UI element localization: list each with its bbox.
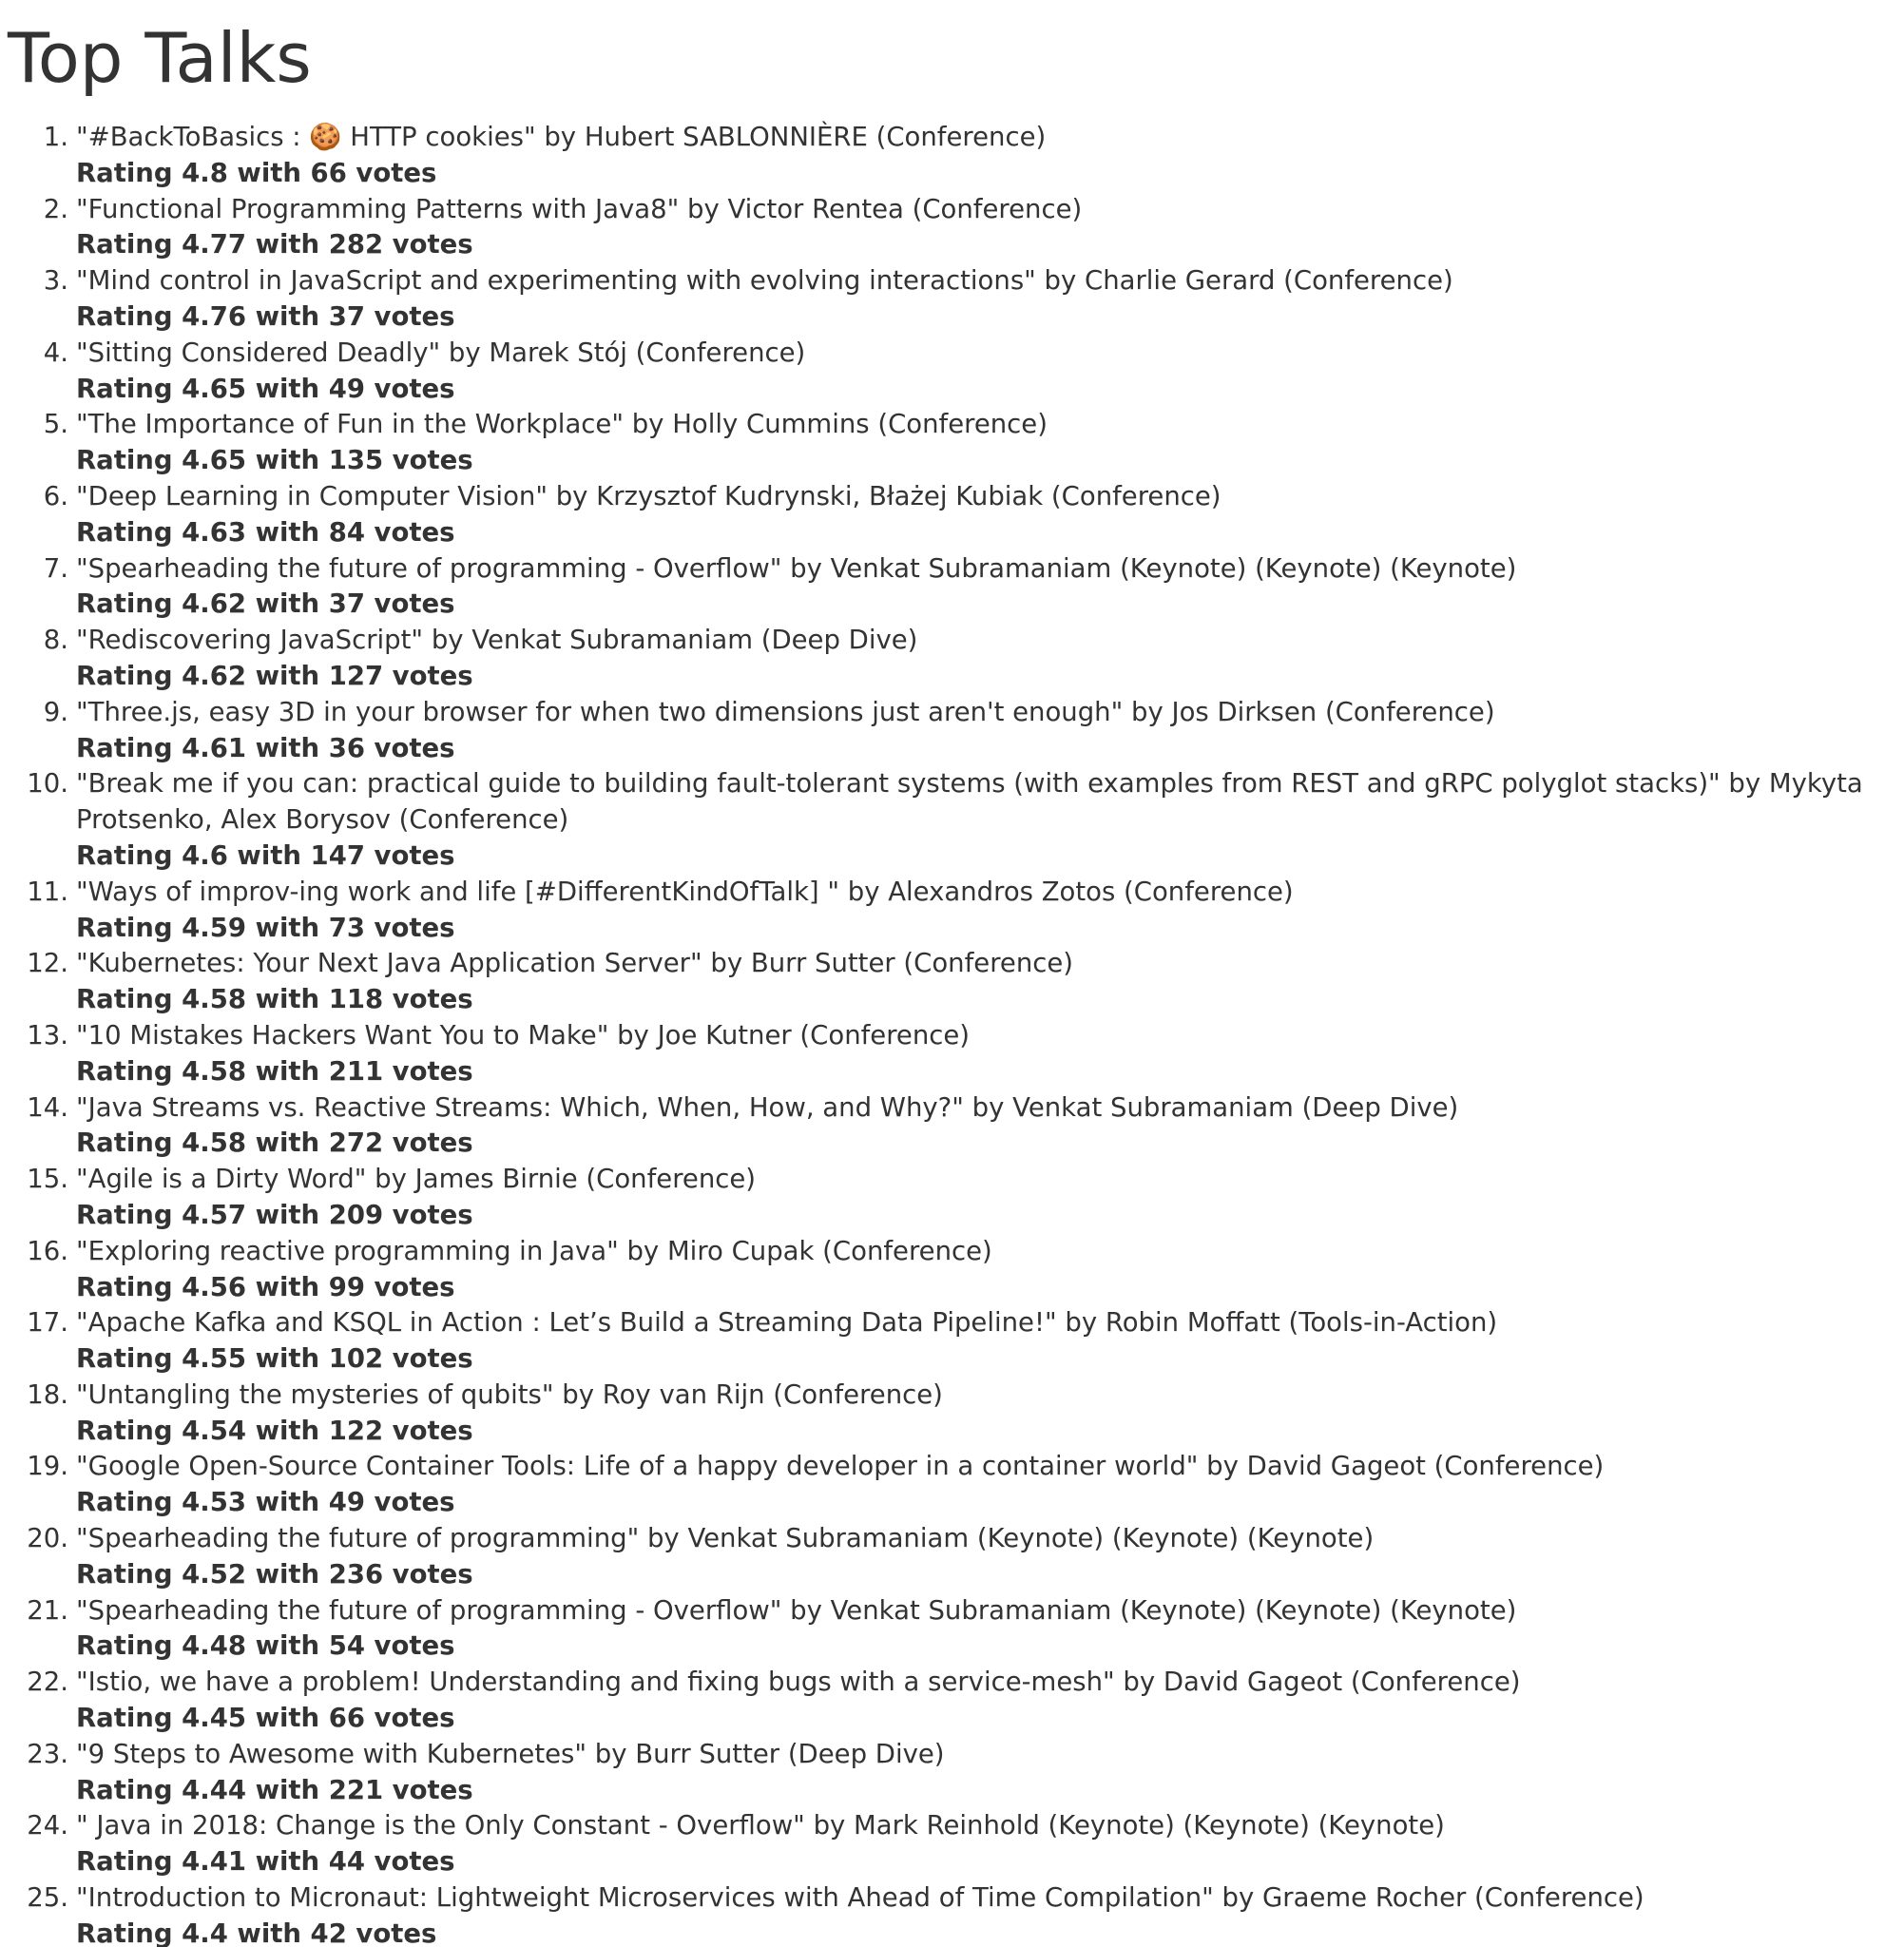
talk-title: "10 Mistakes Hackers Want You to Make" by Joe Kutner (Conference) (76, 1019, 971, 1051)
talk-rank: 18. (27, 1378, 68, 1410)
talk-title: "#BackToBasics : 🍪 HTTP cookies" by Hubert SABLONNIÈRE (Conference) (76, 122, 1047, 152)
talk-rank: 4. (43, 337, 68, 368)
talk-item (27, 1305, 1882, 1378)
talk-rating: Rating 4.55 with 102 votes (76, 1343, 473, 1375)
talk-rating: Rating 4.58 with 211 votes (76, 1055, 473, 1087)
talk-rank: 19. (27, 1451, 68, 1482)
talk-title: "Three.js, easy 3D in your browser for when two dimensions just aren't enough" by Jos Dirksen (Conference) (76, 696, 1495, 727)
talk-item (27, 1880, 1882, 1947)
talk-rating: Rating 4.48 with 54 votes (76, 1630, 455, 1662)
talk-rating: Rating 4.6 with 147 votes (76, 839, 455, 871)
talk-rating: Rating 4.8 with 66 votes (76, 157, 437, 188)
talk-rank: 6. (43, 480, 68, 511)
talk-rank: 5. (43, 409, 68, 440)
talk-rank: 24. (27, 1810, 68, 1841)
talk-rank: 9. (43, 696, 68, 727)
talk-title: "Rediscovering JavaScript" by Venkat Subramaniam (Deep Dive) (76, 625, 918, 656)
talk-item (43, 551, 1882, 624)
talk-title: "Agile is a Dirty Word" by James Birnie (Conference) (76, 1164, 757, 1195)
talk-rating: Rating 4.59 with 73 votes (76, 912, 455, 943)
talk-item (27, 1090, 1882, 1163)
talk-title: "Spearheading the future of programming - Overflow" by Venkat Subramaniam (Keynote) (Keynote) (Keynote) (76, 552, 1517, 584)
talk-rating: Rating 4.57 with 209 votes (76, 1199, 473, 1230)
talk-title: "Untangling the mysteries of qubits" by Roy van Rijn (Conference) (76, 1378, 943, 1410)
talk-item (27, 1521, 1882, 1593)
talk-item (27, 1162, 1882, 1234)
talk-item (27, 1737, 1882, 1809)
talk-rank: 20. (27, 1523, 68, 1554)
talk-item (43, 336, 1882, 408)
talk-item (27, 1449, 1882, 1521)
talk-rating: Rating 4.44 with 221 votes (76, 1774, 473, 1805)
talk-item (27, 1593, 1882, 1666)
talk-title: "Deep Learning in Computer Vision" by Krzysztof Kudrynski, Błażej Kubiak (Conference) (76, 480, 1221, 511)
talk-item (43, 263, 1882, 336)
talk-title: "Spearheading the future of programming - Overflow" by Venkat Subramaniam (Keynote) (Keynote) (Keynote) (76, 1594, 1517, 1626)
talk-item (43, 407, 1882, 479)
talk-rank: 1. (43, 122, 68, 152)
talk-item (43, 192, 1882, 264)
talk-rank: 15. (27, 1164, 68, 1195)
talk-rating: Rating 4.76 with 37 votes (76, 300, 455, 332)
talk-title: "Ways of improv-ing work and life [#DifferentKindOfTalk] " by Alexandros Zotos (Conference) (76, 876, 1294, 907)
talk-title: "Google Open-Source Container Tools: Life of a happy developer in a container world" by David Gageot (Conference) (76, 1451, 1605, 1482)
talk-title: "Kubernetes: Your Next Java Application Server" by Burr Sutter (Conference) (76, 948, 1074, 979)
talk-title: "The Importance of Fun in the Workplace" by Holly Cummins (Conference) (76, 409, 1048, 440)
talk-title: "Istio, we have a problem! Understanding and fixing bugs with a service-mesh" by David Gageot (Conference) (76, 1667, 1521, 1698)
talk-rank: 14. (27, 1091, 68, 1123)
talk-rating: Rating 4.65 with 135 votes (76, 445, 473, 476)
talk-item (43, 623, 1882, 695)
talk-rating: Rating 4.41 with 44 votes (76, 1846, 455, 1878)
talk-title: "9 Steps to Awesome with Kubernetes" by Burr Sutter (Deep Dive) (76, 1738, 945, 1769)
talk-list (27, 120, 1882, 1947)
talk-title: "Sitting Considered Deadly" by Marek Stój (Conference) (76, 337, 806, 368)
talk-item (27, 1018, 1882, 1090)
talk-item (27, 1378, 1882, 1450)
talk-item (27, 1665, 1882, 1737)
talk-title: "Apache Kafka and KSQL in Action : Let’s Build a Streaming Data Pipeline!" by Robin Moffatt (Tools-in-Action) (76, 1307, 1498, 1339)
talk-item (43, 120, 1882, 192)
talk-rank: 23. (27, 1738, 68, 1769)
talk-rating: Rating 4.62 with 127 votes (76, 660, 473, 691)
talk-rank: 21. (27, 1594, 68, 1626)
talk-rating: Rating 4.65 with 49 votes (76, 373, 455, 404)
talk-title: " Java in 2018: Change is the Only Constant - Overflow" by Mark Reinhold (Keynote) (Keynote) (Keynote) (76, 1810, 1445, 1841)
talk-rank: 16. (27, 1235, 68, 1266)
talk-title: "Introduction to Micronaut: Lightweight Microservices with Ahead of Time Compilation" by Graeme Rocher (Conference) (76, 1882, 1644, 1914)
talk-title: "Spearheading the future of programming" by Venkat Subramaniam (Keynote) (Keynote) (Keynote) (76, 1523, 1375, 1554)
talk-item (43, 479, 1882, 551)
talk-title: "Mind control in JavaScript and experimenting with evolving interactions" by Charlie Gerard (Conference) (76, 265, 1453, 297)
talk-rating: Rating 4.63 with 84 votes (76, 516, 455, 548)
talk-item (27, 875, 1882, 947)
talk-rank: 11. (27, 876, 68, 907)
talk-item (27, 946, 1882, 1018)
talk-rank: 8. (43, 625, 68, 656)
talk-rating: Rating 4.61 with 36 votes (76, 732, 455, 763)
talk-rating: Rating 4.54 with 122 votes (76, 1415, 473, 1446)
page-title: Top Talks (8, 18, 312, 98)
talk-rank: 3. (43, 265, 68, 297)
talk-item (27, 1234, 1882, 1306)
talk-rating: Rating 4.77 with 282 votes (76, 229, 473, 260)
talk-rating: Rating 4.53 with 49 votes (76, 1487, 455, 1518)
talk-rank: 25. (27, 1882, 68, 1914)
talk-rating: Rating 4.52 with 236 votes (76, 1558, 473, 1590)
talk-title: "Exploring reactive programming in Java" by Miro Cupak (Conference) (76, 1235, 992, 1266)
talk-rank: 13. (27, 1019, 68, 1051)
talk-rating: Rating 4.58 with 272 votes (76, 1128, 473, 1159)
talk-title: "Break me if you can: practical guide to building fault-tolerant systems (with examples from REST and gRPC polyglot stacks)" by Mykyta Protsenko, Alex Borysov (Conference) (76, 768, 1863, 836)
talk-rating: Rating 4.62 with 37 votes (76, 588, 455, 620)
talk-rating: Rating 4.56 with 99 votes (76, 1271, 455, 1302)
talk-rank: 22. (27, 1667, 68, 1698)
talk-rating: Rating 4.45 with 66 votes (76, 1703, 455, 1734)
talk-rank: 2. (43, 193, 68, 224)
talk-item (43, 695, 1882, 767)
talk-item (27, 1808, 1882, 1880)
talk-rank: 17. (27, 1307, 68, 1339)
talk-rank: 10. (27, 768, 68, 800)
talk-title: "Java Streams vs. Reactive Streams: Which, When, How, and Why?" by Venkat Subramaniam (Deep Dive) (76, 1091, 1459, 1123)
talk-rank: 12. (27, 948, 68, 979)
talk-rating: Rating 4.4 with 42 votes (76, 1918, 437, 1947)
talk-item (27, 766, 1882, 874)
talk-rank: 7. (43, 552, 68, 584)
talk-title: "Functional Programming Patterns with Java8" by Victor Rentea (Conference) (76, 193, 1083, 224)
talk-rating: Rating 4.58 with 118 votes (76, 984, 473, 1015)
